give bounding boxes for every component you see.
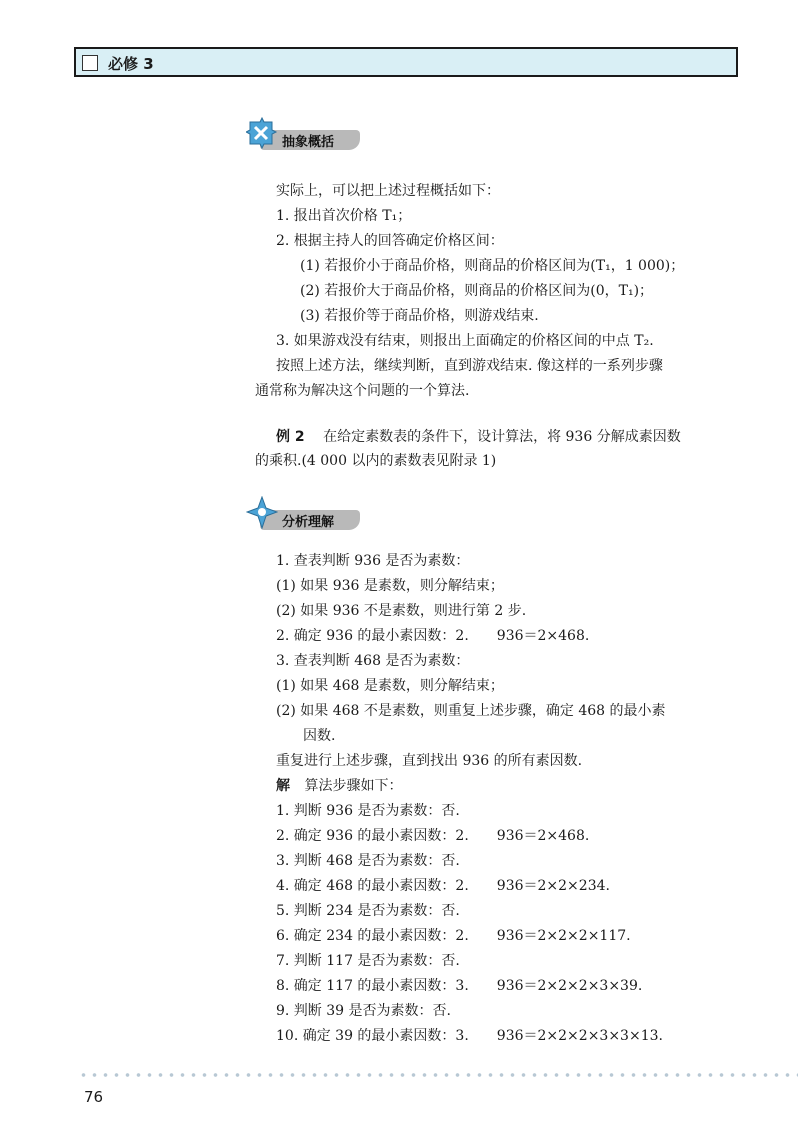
example-text-line2: 的乘积.(4 000 以内的素数表见附录 1) bbox=[255, 453, 497, 469]
header-square-icon bbox=[82, 55, 98, 71]
solution-step: 7. 判断 117 是否为素数：否. bbox=[276, 953, 460, 969]
abstract-intro: 实际上，可以把上述过程概括如下： bbox=[276, 183, 500, 199]
page-number: 76 bbox=[84, 1088, 104, 1106]
solution-step: 8. 确定 117 的最小素因数：3. 936＝2×2×2×3×39. bbox=[276, 978, 643, 994]
analysis-line: (2) 如果 936 不是素数，则进行第 2 步. bbox=[276, 603, 527, 619]
analysis-line: (2) 如果 468 不是素数，则重复上述步骤，确定 468 的最小素 bbox=[276, 703, 666, 719]
abstract-step2: 2. 根据主持人的回答确定价格区间： bbox=[276, 233, 504, 249]
analysis-line: 3. 查表判断 468 是否为素数： bbox=[276, 653, 470, 669]
analysis-line: (1) 如果 936 是素数，则分解结束； bbox=[276, 578, 504, 594]
solution-step: 4. 确定 468 的最小素因数：2. 936＝2×2×234. bbox=[276, 878, 610, 894]
abstract-sub3: (3) 若报价等于商品价格，则游戏结束. bbox=[300, 308, 539, 324]
abstract-para2: 通常称为解决这个问题的一个算法. bbox=[255, 383, 470, 399]
analysis-line: 因数. bbox=[303, 728, 336, 744]
analysis-badge bbox=[246, 502, 366, 528]
solution-step: 10. 确定 39 的最小素因数：3. 936＝2×2×2×3×3×13. bbox=[276, 1028, 663, 1044]
example-2 bbox=[276, 428, 681, 446]
footer-dotted-rule bbox=[78, 1072, 798, 1078]
solution-step: 5. 判断 234 是否为素数：否. bbox=[276, 903, 460, 919]
solution-step: 9. 判断 39 是否为素数：否. bbox=[276, 1003, 451, 1019]
analysis-line: 2. 确定 936 的最小素因数：2. 936＝2×468. bbox=[276, 628, 590, 644]
analysis-line: 1. 查表判断 936 是否为素数： bbox=[276, 553, 470, 569]
solution-label: 解 bbox=[276, 778, 290, 794]
abstract-step3: 3. 如果游戏没有结束，则报出上面确定的价格区间的中点 T₂. bbox=[276, 333, 654, 349]
abstract-para1: 按照上述方法，继续判断，直到游戏结束. 像这样的一系列步骤 bbox=[276, 358, 663, 374]
abstract-badge bbox=[246, 122, 366, 148]
analysis-line: 重复进行上述步骤，直到找出 936 的所有素因数. bbox=[276, 753, 583, 769]
solution-header bbox=[276, 777, 402, 795]
chapter-title: 必修 3 bbox=[108, 55, 154, 73]
analysis-line: (1) 如果 468 是素数，则分解结束； bbox=[276, 678, 504, 694]
example-label: 例 2 bbox=[276, 429, 305, 445]
abstract-sub1: (1) 若报价小于商品价格，则商品的价格区间为(T₁，1 000)； bbox=[300, 258, 685, 274]
analysis-badge-label: 分析理解 bbox=[282, 515, 335, 530]
example-text-line1: 在给定素数表的条件下，设计算法，将 936 分解成素因数 bbox=[323, 429, 681, 445]
star-icon bbox=[246, 496, 278, 530]
solution-step: 3. 判断 468 是否为素数：否. bbox=[276, 853, 460, 869]
abstract-sub2: (2) 若报价大于商品价格，则商品的价格区间为(0，T₁)； bbox=[300, 283, 654, 299]
solution-step: 6. 确定 234 的最小素因数：2. 936＝2×2×2×117. bbox=[276, 928, 631, 944]
cross-puzzle-icon bbox=[246, 116, 278, 150]
solution-intro: 算法步骤如下： bbox=[304, 778, 403, 794]
solution-step: 2. 确定 936 的最小素因数：2. 936＝2×468. bbox=[276, 828, 590, 844]
abstract-step1: 1. 报出首次价格 T₁； bbox=[276, 208, 412, 224]
solution-step: 1. 判断 936 是否为素数：否. bbox=[276, 803, 460, 819]
abstract-badge-label: 抽象概括 bbox=[282, 135, 335, 150]
chapter-header-bar bbox=[74, 47, 738, 77]
